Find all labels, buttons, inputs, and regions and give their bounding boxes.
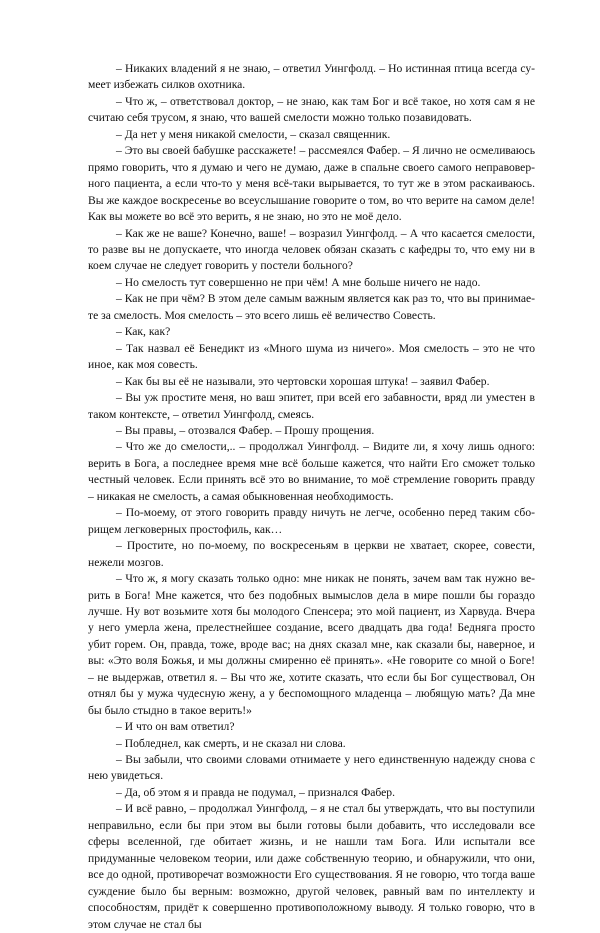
paragraph: – Простите, но по-моему, по воскресеньям в церкви не хватает, скорее, совести, нежели мозгов. <box>88 539 535 569</box>
paragraph: – Что ж, я могу сказать только одно: мне никак не понять, зачем вам так нужно верить в Бога! Мне кажется, что без подобных вымыслов дела в мире пошли бы гораздо лучше. Ну вот возьмите хотя бы молодого Спенсера; это мой пациент, из Харвуда. Вчера у него умерла жена, прелестнейшее создание, всего двадцать два года! Бедняга просто убит горем. Он, правда, тоже, вроде вас; на днях сказал мне, как сказали бы, наверное, и вы: «Это воля Божья, и мы должны смиренно её принять». «Не говорите со мной о Боге! – не выдержав, ответил я. – Вы что же, хотите сказать, что если бы Бог существовал, Он отнял бы у мужа чудесную жену, а у беспомощного младенца – любящую мать? Да мне бы было стыдно в такое верить!» <box>88 572 535 717</box>
paragraph: – Так назвал её Бенедикт из «Много шума из ничего». Моя смелость – это не что иное, как моя совесть. <box>88 341 535 372</box>
paragraph: – Но смелость тут совершенно не при чём! А мне больше ничего не надо. <box>116 275 481 289</box>
paragraph: – Как не при чём? В этом деле самым важным является как раз то, что вы принимаете за смелость. Моя смелость – это всего лишь её величество Совесть. <box>88 292 535 322</box>
paragraph: – И всё равно, – продолжал Уингфолд, – я не стал бы утверждать, что вы поступили неправильно, если бы при этом вы были готовы были добавить, что исследовали все сферы вселенной, где обитает жизнь, и не нашли там Бога. Или испытали все придуманные человеком теории, или даже собственную теорию, и обнаружили, что они, все до одной, противоречат возможности Его существования. Я не говорю, что тогда ваше суждение было бы верным: возможно, другой человек, равный вам по интеллекту и способностям, придёт к совершенно противоположному выводу. Я только говорю, что в этом случае не стал бы <box>88 802 535 931</box>
paragraph: – Никаких владений я не знаю, – ответил Уингфолд. – Но истинная птица всегда сумеет избежать силков охотника. <box>88 62 535 92</box>
paragraph: – Что же до смелости,.. – продолжал Уингфолд. – Видите ли, я хочу лишь одного: верить в Бога, а последнее время мне всё больше кажется, что найти Его сможет только честный человек. Если принять всё это во внимание, то моё стремление говорить правду – никакая не смелость, а самая обыкновенная необходимость. <box>88 440 535 503</box>
paragraph: – Как, как? <box>116 325 171 339</box>
paragraph: – Как бы вы её не называли, это чертовски хорошая штука! – заявил Фабер. <box>116 374 490 388</box>
page-text <box>88 61 535 933</box>
paragraph: – Вы правы, – отозвался Фабер. – Прошу прощения. <box>116 423 375 437</box>
paragraph: – Это вы своей бабушке расскажете! – рассмеялся Фабер. – Я лично не осмеливаюсь прямо говорить, что я думаю и чего не думаю, даже в спальне своего самого неправоверного пациента, а если что-то у меня всё-таки вырывается, то тут же в этом раскаиваюсь. Вы же каждое воскресенье во всеуслышание говорите о том, во что верите на самом деле! Как вы можете во всё это верить, я не знаю, но это не моё дело. <box>88 144 535 224</box>
paragraph: – Вы забыли, что своими словами отнимаете у него единственную надежду снова с нею увидеться. <box>88 753 535 783</box>
paragraph: – По-моему, от этого говорить правду ничуть не легче, особенно перед таким сборищем легковерных простофиль, как… <box>88 506 535 536</box>
paragraph: – И что он вам ответил? <box>116 720 235 734</box>
paragraph: – Да нет у меня никакой смелости, – сказал священник. <box>116 127 391 141</box>
paragraph: – Как же не ваше? Конечно, ваше! – возразил Уингфолд. – А что касается смелости, то разве вы не допускаете, что иногда человек обязан сказать с кафедры то, что ему ни в коем случае не следует говорить у постели больного? <box>88 226 535 273</box>
paragraph: – Побледнел, как смерть, и не сказал ни слова. <box>116 736 346 750</box>
paragraph: – Да, об этом я и правда не подумал, – признался Фабер. <box>116 785 395 799</box>
paragraph: – Вы уж простите меня, но ваш эпитет, при всей его забавности, вряд ли уместен в таком контексте, – ответил Уингфолд, смеясь. <box>88 391 535 421</box>
paragraph: – Что ж, – ответствовал доктор, – не знаю, как там Бог и всё такое, но хотя сам я не считаю себя трусом, я знаю, что вашей смелости можно только позавидовать. <box>88 94 535 125</box>
